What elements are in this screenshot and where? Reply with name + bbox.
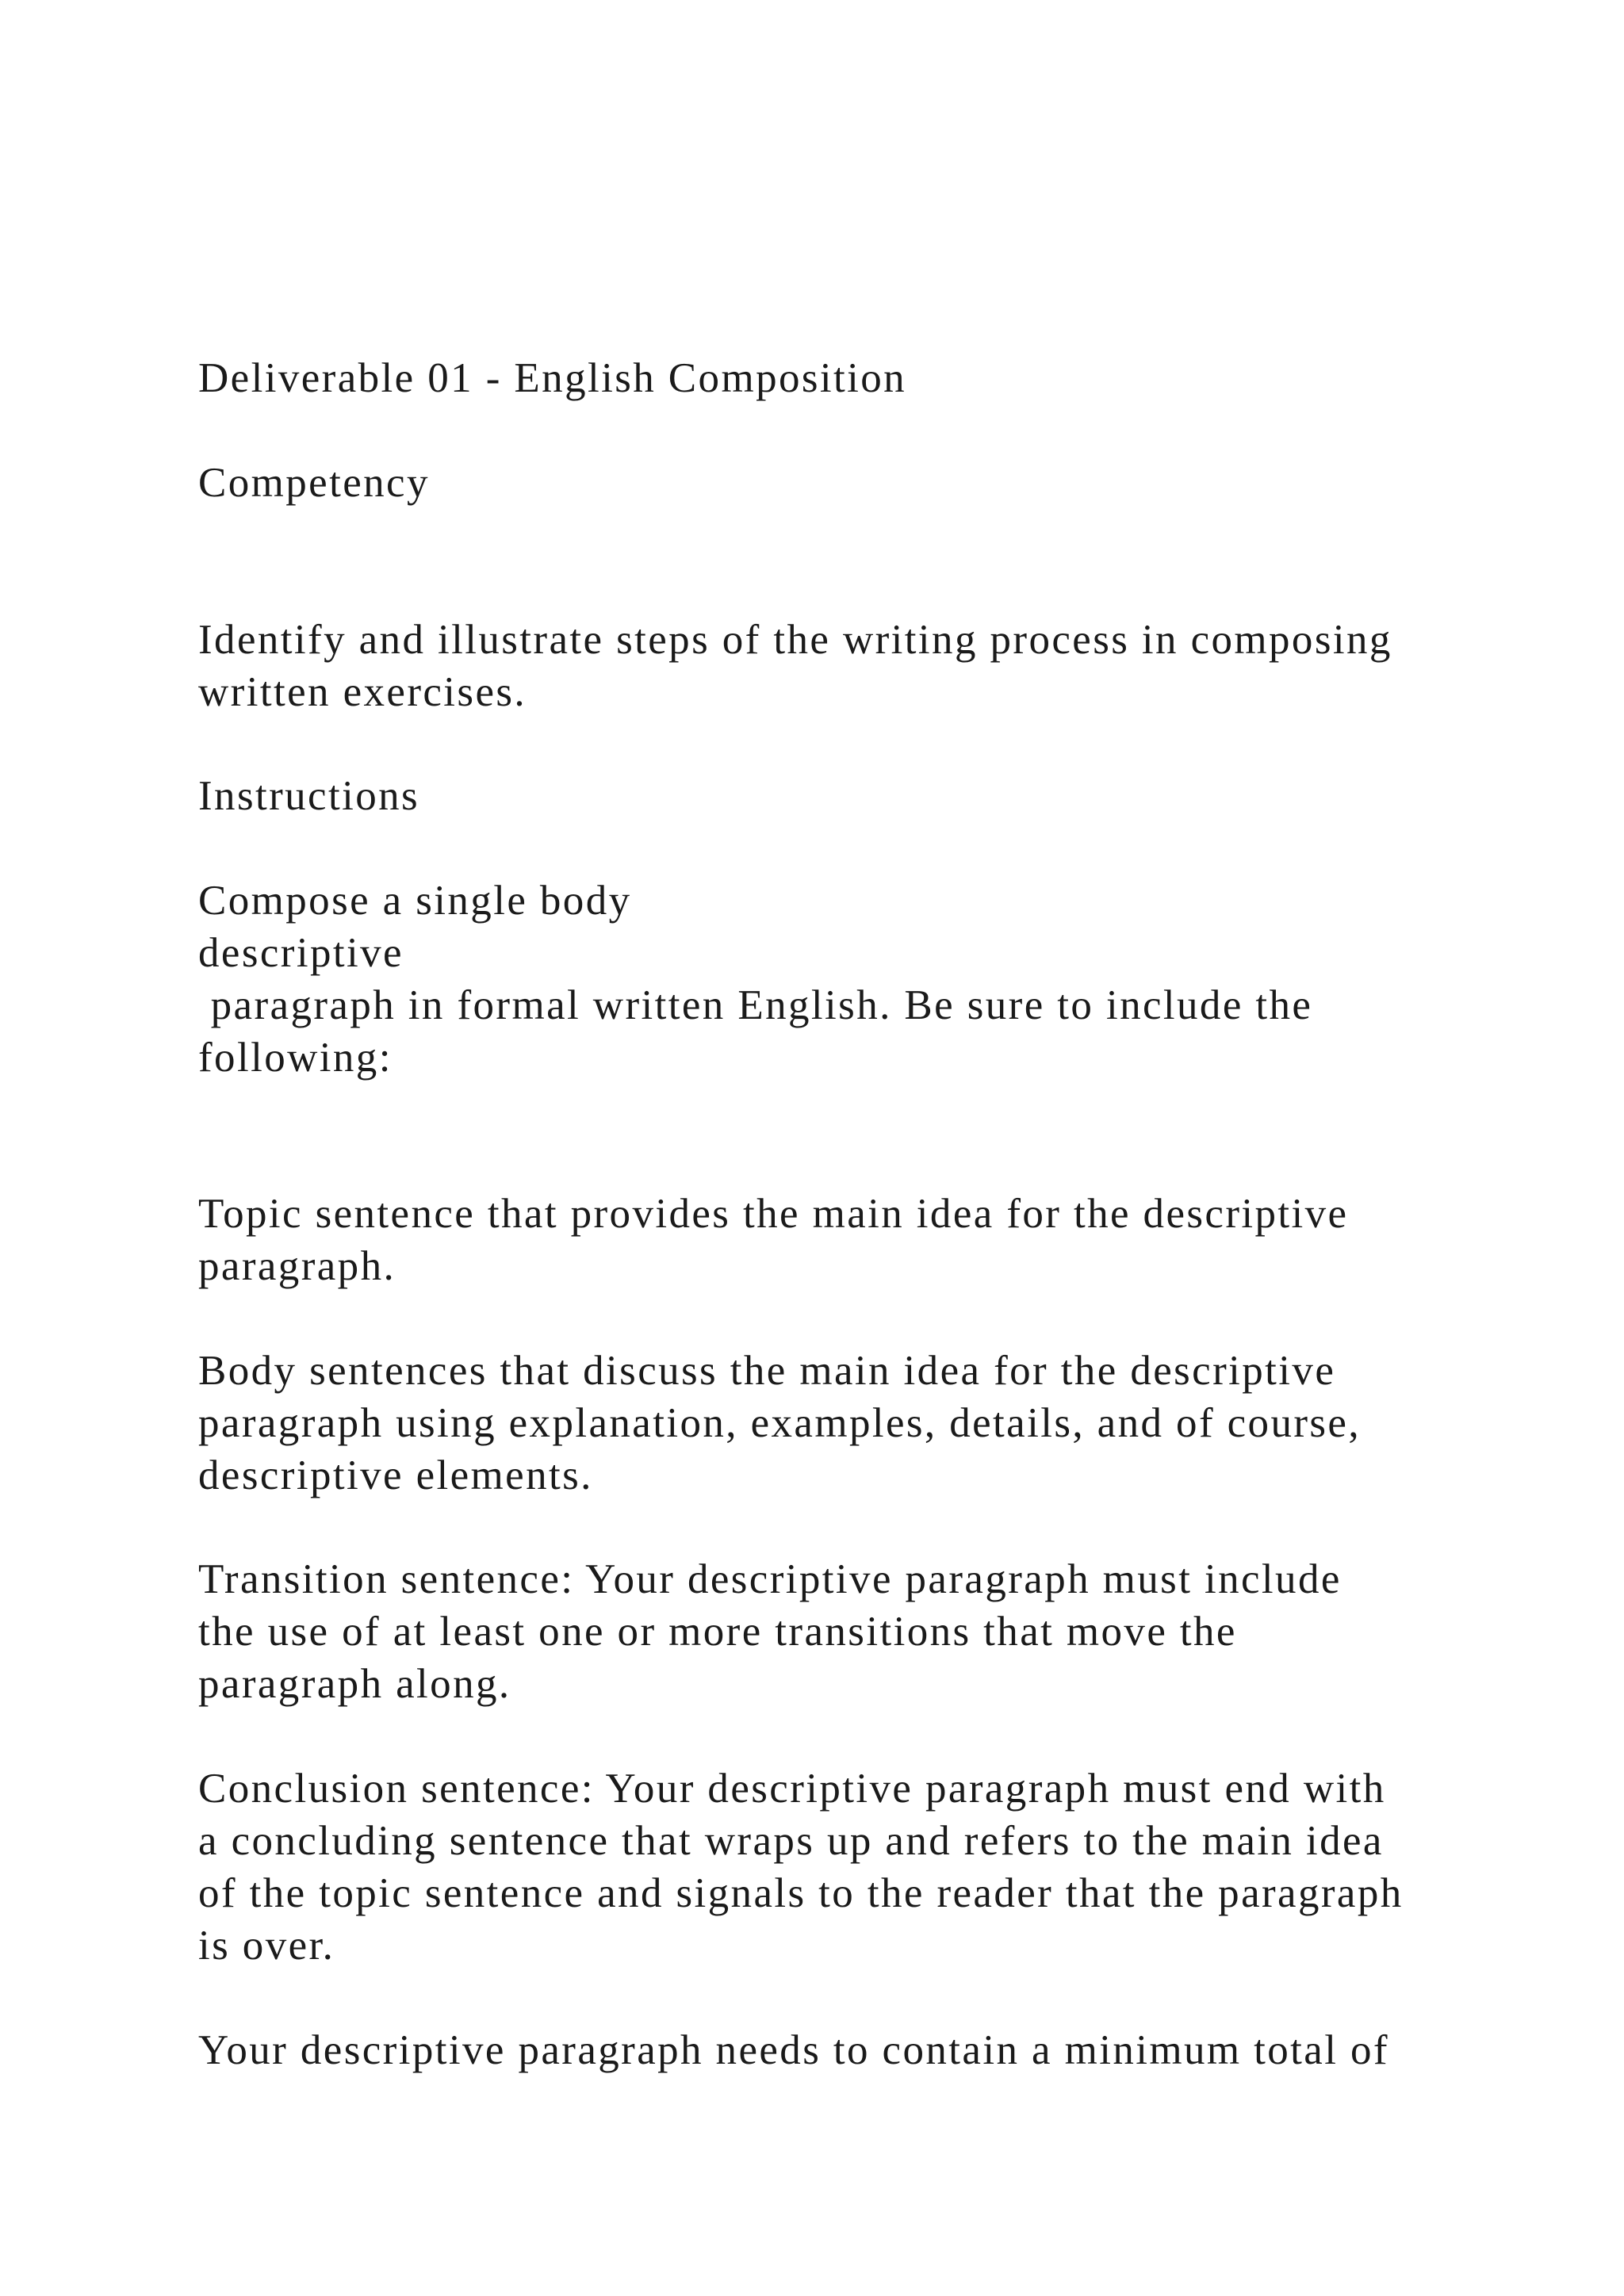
requirement-line: Transition sentence: Your descriptive paragraph must include [198,1556,1342,1602]
requirement-line: a concluding sentence that wraps up and refers to the main idea [198,1818,1384,1864]
requirement-line: of the topic sentence and signals to the reader that the paragraph [198,1870,1404,1916]
competency-line: written exercises. [198,669,527,715]
document-title: Deliverable 01 - English Composition [198,355,907,401]
requirement-line: paragraph using explanation, examples, details, and of course, [198,1400,1362,1446]
instructions-line: paragraph in formal written English. Be sure to include the [198,982,1313,1028]
instructions-line: Compose a single body [198,878,632,924]
requirement-line: Body sentences that discuss the main idea for the descriptive [198,1348,1336,1394]
requirement-line: Topic sentence that provides the main idea for the descriptive [198,1191,1349,1237]
requirement-line: the use of at least one or more transitions that move the [198,1609,1237,1655]
competency-line: Identify and illustrate steps of the writing process in composing [198,617,1392,663]
requirement-line: Conclusion sentence: Your descriptive paragraph must end with [198,1766,1386,1812]
instructions-line: descriptive [198,930,404,976]
requirement-line: paragraph along. [198,1661,511,1707]
instructions-line: following: [198,1035,393,1081]
requirement-line: is over. [198,1923,335,1969]
requirement-line: paragraph. [198,1243,396,1289]
instructions-heading: Instructions [198,773,420,819]
competency-heading: Competency [198,460,430,506]
closing-line: Your descriptive paragraph needs to contain a minimum total of [198,2027,1389,2073]
requirement-line: descriptive elements. [198,1452,593,1498]
